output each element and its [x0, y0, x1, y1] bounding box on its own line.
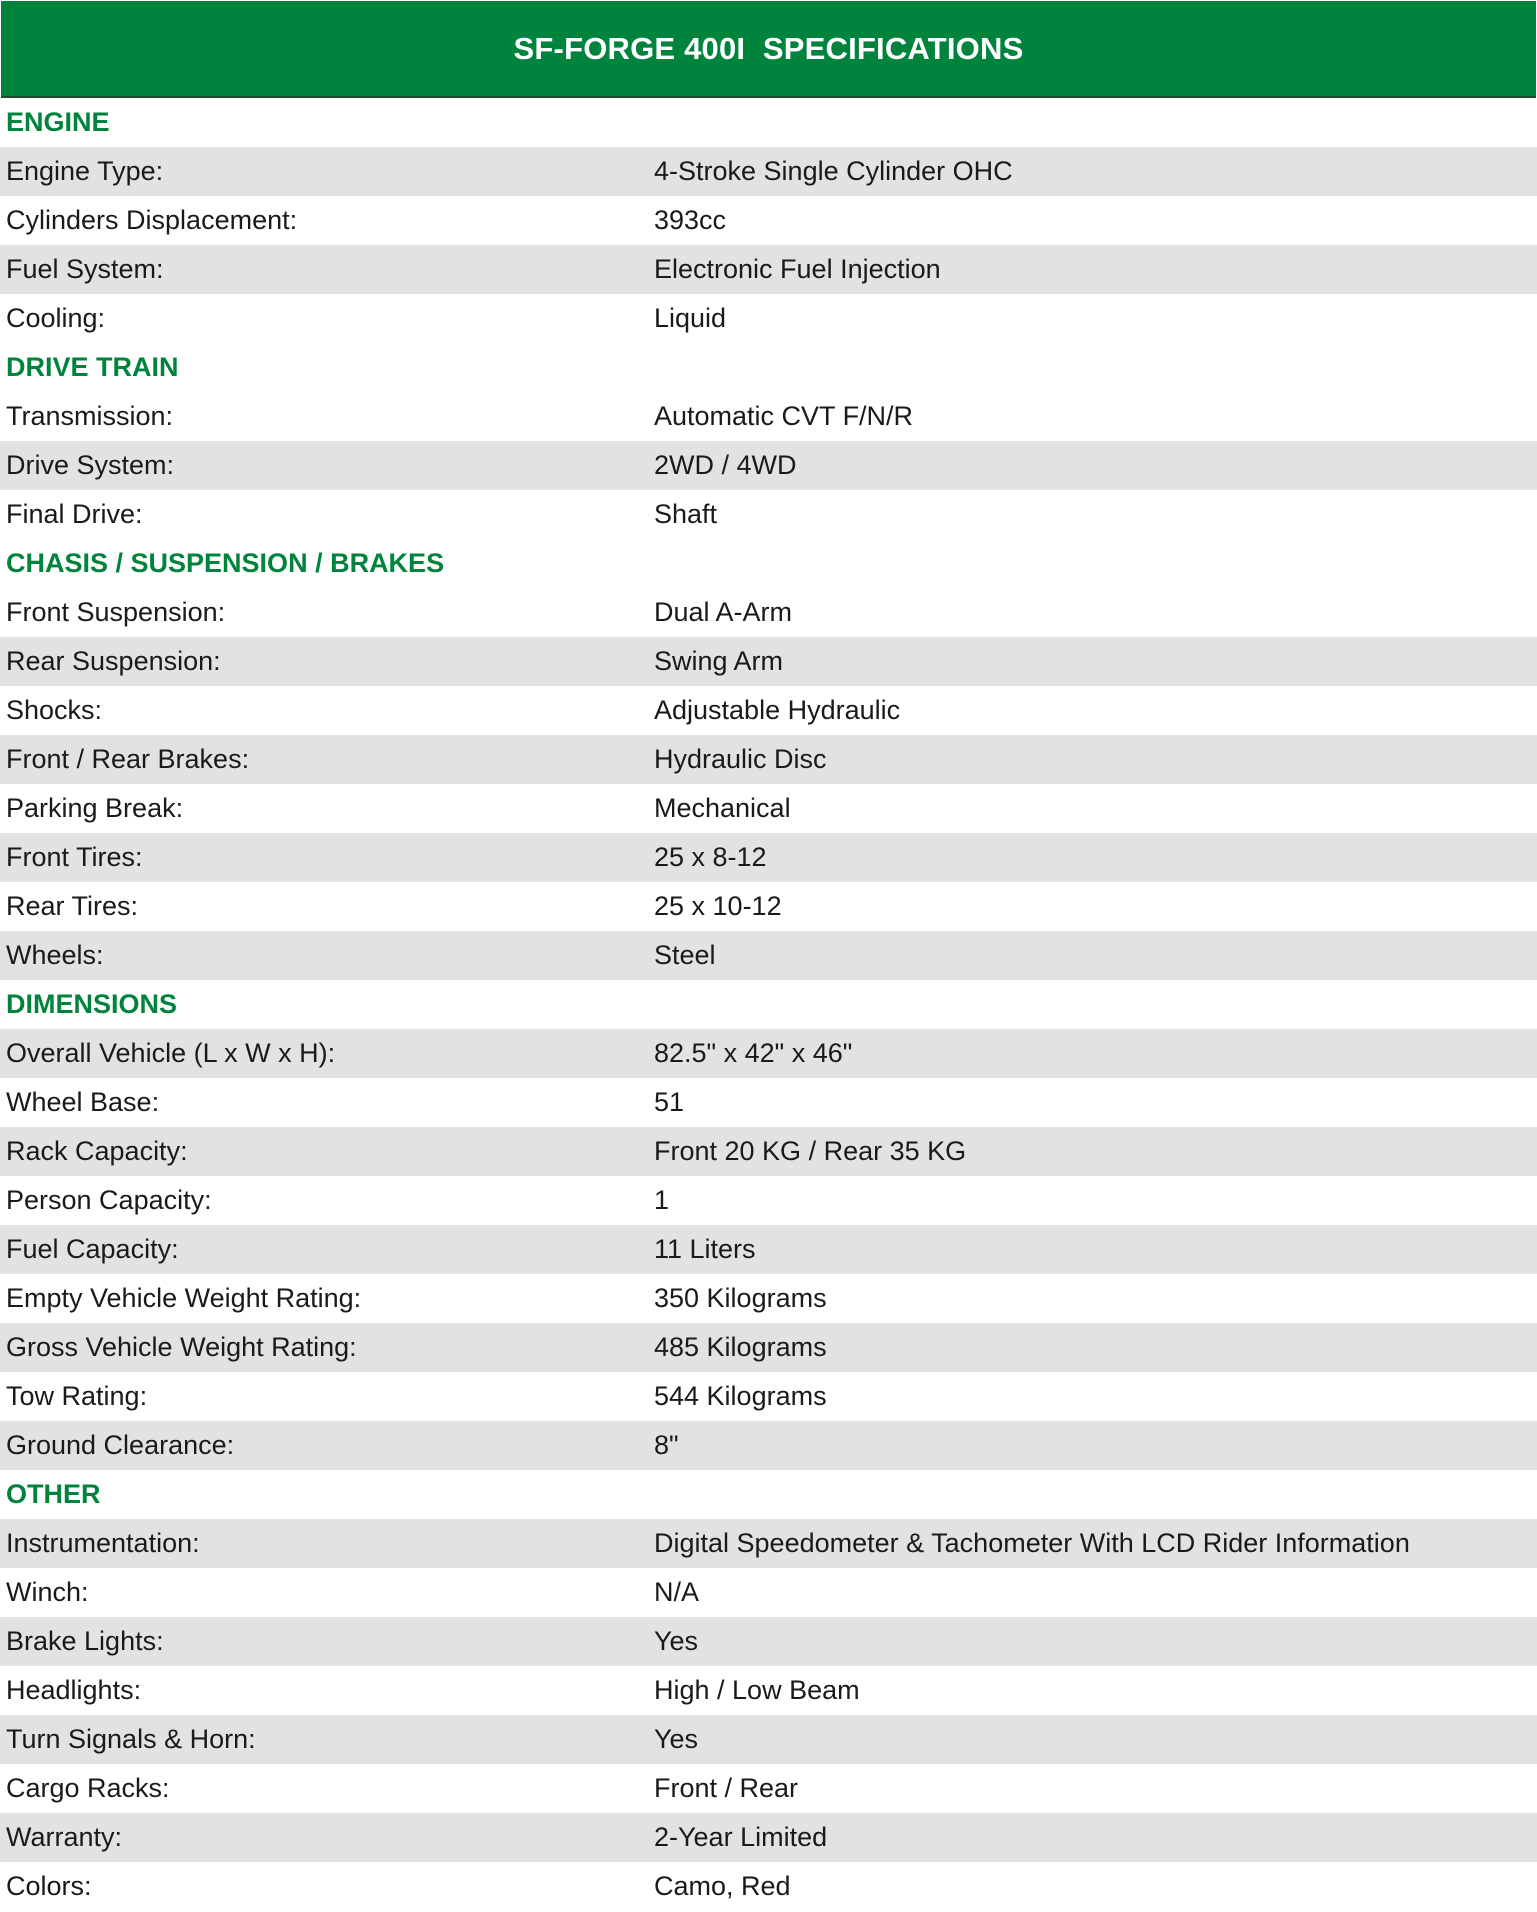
- spec-value: Swing Arm: [654, 646, 784, 676]
- spec-value: Dual A-Arm: [654, 597, 793, 627]
- spec-label: Empty Vehicle Weight Rating:: [6, 1283, 362, 1313]
- spec-row: [0, 1127, 1537, 1176]
- spec-row: [0, 1519, 1537, 1568]
- spec-label: Front Suspension:: [6, 597, 226, 627]
- spec-value: High / Low Beam: [654, 1675, 860, 1705]
- spec-label: Turn Signals & Horn:: [6, 1724, 256, 1754]
- spec-row: [0, 882, 1537, 931]
- spec-row: [0, 735, 1537, 784]
- spec-row: [0, 686, 1537, 735]
- spec-value: 25 x 8-12: [654, 842, 767, 872]
- section-title: OTHER: [6, 1479, 101, 1509]
- spec-label: Cargo Racks:: [6, 1773, 170, 1803]
- spec-value: Front 20 KG / Rear 35 KG: [654, 1136, 967, 1166]
- spec-label: Front Tires:: [6, 842, 143, 872]
- spec-row: [0, 1225, 1537, 1274]
- spec-value: Camo, Red: [654, 1871, 791, 1901]
- spec-row: [0, 931, 1537, 980]
- section-header: [0, 98, 1537, 147]
- spec-row: [0, 392, 1537, 441]
- section-header: [0, 539, 1537, 588]
- spec-label: Fuel System:: [6, 254, 164, 284]
- spec-row: [0, 490, 1537, 539]
- spec-label: Person Capacity:: [6, 1185, 212, 1215]
- spec-label: Final Drive:: [6, 499, 143, 529]
- spec-row: [0, 1176, 1537, 1225]
- spec-row: [0, 1323, 1537, 1372]
- spec-label: Cylinders Displacement:: [6, 205, 298, 235]
- spec-value: Mechanical: [654, 793, 791, 823]
- spec-row: [0, 588, 1537, 637]
- spec-label: Overall Vehicle (L x W x H):: [6, 1038, 336, 1068]
- spec-label: Parking Break:: [6, 793, 184, 823]
- spec-row: [0, 1274, 1537, 1323]
- page-title: SF-FORGE 400I SPECIFICATIONS: [513, 30, 1024, 66]
- section-header: [0, 1470, 1537, 1519]
- spec-value: Liquid: [654, 303, 727, 333]
- spec-label: Fuel Capacity:: [6, 1234, 179, 1264]
- spec-label: Headlights:: [6, 1675, 142, 1705]
- section-title: CHASIS / SUSPENSION / BRAKES: [6, 548, 445, 578]
- spec-value: 2-Year Limited: [654, 1822, 828, 1852]
- section-title: ENGINE: [6, 107, 110, 137]
- spec-value: Automatic CVT F/N/R: [654, 401, 914, 431]
- spec-label: Colors:: [6, 1871, 92, 1901]
- spec-row: [0, 1862, 1537, 1911]
- spec-row: [0, 196, 1537, 245]
- spec-value: 25 x 10-12: [654, 891, 782, 921]
- section-header: [0, 980, 1537, 1029]
- spec-row: [0, 1764, 1537, 1813]
- section-title: DRIVE TRAIN: [6, 352, 179, 382]
- spec-row: [0, 784, 1537, 833]
- spec-value: 82.5" x 42" x 46": [654, 1038, 853, 1068]
- spec-label: Drive System:: [6, 450, 175, 480]
- section-title: DIMENSIONS: [6, 989, 178, 1019]
- spec-value: 8": [654, 1430, 679, 1460]
- spec-label: Front / Rear Brakes:: [6, 744, 250, 774]
- spec-row: [0, 1029, 1537, 1078]
- spec-label: Winch:: [6, 1577, 89, 1607]
- spec-row: [0, 294, 1537, 343]
- spec-label: Gross Vehicle Weight Rating:: [6, 1332, 357, 1362]
- spec-label: Cooling:: [6, 303, 106, 333]
- spec-label: Warranty:: [6, 1822, 123, 1852]
- spec-label: Ground Clearance:: [6, 1430, 235, 1460]
- spec-label: Instrumentation:: [6, 1528, 200, 1558]
- spec-value: 4-Stroke Single Cylinder OHC: [654, 156, 1013, 186]
- spec-value: 11 Liters: [654, 1234, 756, 1264]
- spec-row: [0, 1666, 1537, 1715]
- spec-value: Front / Rear: [654, 1773, 799, 1803]
- spec-value: Yes: [654, 1724, 699, 1754]
- spec-value: 51: [654, 1087, 685, 1117]
- spec-value: 393cc: [654, 205, 727, 235]
- spec-value: Hydraulic Disc: [654, 744, 827, 774]
- spec-row: [0, 1617, 1537, 1666]
- spec-table: [0, 98, 1537, 1911]
- spec-row: [0, 1421, 1537, 1470]
- spec-value: Adjustable Hydraulic: [654, 695, 901, 725]
- spec-value: Electronic Fuel Injection: [654, 254, 941, 284]
- spec-label: Shocks:: [6, 695, 103, 725]
- spec-row: [0, 1078, 1537, 1127]
- spec-row: [0, 637, 1537, 686]
- spec-value: 485 Kilograms: [654, 1332, 827, 1362]
- spec-label: Transmission:: [6, 401, 174, 431]
- spec-row: [0, 1715, 1537, 1764]
- spec-value: Yes: [654, 1626, 699, 1656]
- spec-row: [0, 1813, 1537, 1862]
- spec-row: [0, 147, 1537, 196]
- spec-value: 544 Kilograms: [654, 1381, 827, 1411]
- spec-row: [0, 245, 1537, 294]
- spec-row: [0, 1372, 1537, 1421]
- spec-label: Rear Tires:: [6, 891, 139, 921]
- spec-value: 350 Kilograms: [654, 1283, 827, 1313]
- spec-value: 2WD / 4WD: [654, 450, 797, 480]
- section-header: [0, 343, 1537, 392]
- spec-label: Tow Rating:: [6, 1381, 148, 1411]
- spec-label: Brake Lights:: [6, 1626, 164, 1656]
- spec-value: Steel: [654, 940, 716, 970]
- spec-label: Rack Capacity:: [6, 1136, 188, 1166]
- spec-value: 1: [654, 1185, 670, 1215]
- spec-row: [0, 441, 1537, 490]
- spec-value: Shaft: [654, 499, 718, 529]
- spec-row: [0, 1568, 1537, 1617]
- title-bar: [1, 1, 1536, 98]
- spec-value: Digital Speedometer & Tachometer With LCD Rider Information: [654, 1528, 1410, 1558]
- spec-label: Wheel Base:: [6, 1087, 160, 1117]
- spec-label: Rear Suspension:: [6, 646, 221, 676]
- spec-row: [0, 833, 1537, 882]
- spec-label: Engine Type:: [6, 156, 164, 186]
- spec-label: Wheels:: [6, 940, 104, 970]
- spec-value: N/A: [654, 1577, 700, 1607]
